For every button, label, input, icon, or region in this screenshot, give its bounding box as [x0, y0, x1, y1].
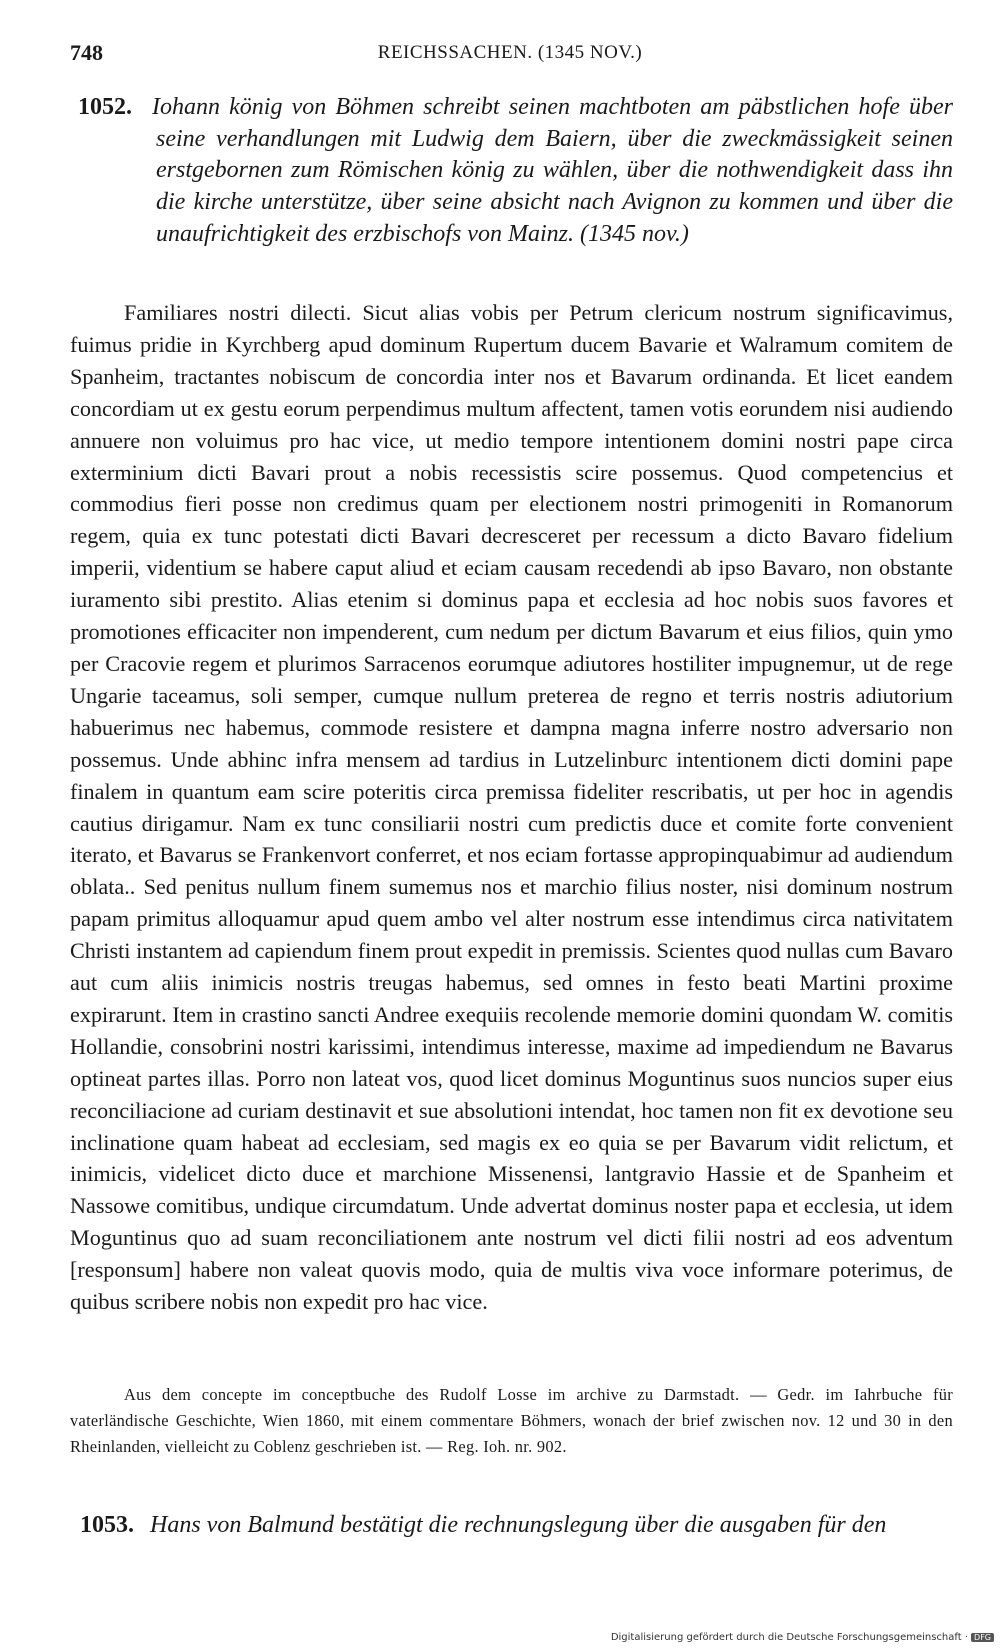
digitization-credit [611, 1632, 994, 1643]
entry-1053 [80, 1512, 960, 1539]
entry-summary: Iohann könig von Böhmen schreibt seinen machtboten am päbstlichen hofe über seine verhandlungen mit Ludwig dem Baiern, über die zweckmässigkeit seinen erstgebornen zum Römischen könig zu wählen, über die nothwendigkeit dass ihn die kirche unterstütze, über seine absicht nach Avignon zu kommen und über die unaufrichtigkeit des erzbischofs von Mainz. (1345 nov.) [152, 94, 953, 247]
letter-text: Familiares nostri dilecti. Sicut alias vobis per Petrum clericum nostrum significavimus, fuimus pridie in Kyrchberg apud dominum Rupertum ducem Bavarie et Walramum comitem de Spanheim, tractantes nobiscum de concordia inter nos et Bavarum ordinanda. Et licet eandem concordiam ut ex gestu eorum perpendimus multum affectent, tamen votis eorundem nisi audiendo annuere non voluimus pro hac vice, ut medio tempore intentionem domini nostri pape circa exterminium dicti Bavari prout a nobis recessistis scire possemus. Quod competencius et commodius fieri posse non credimus quam per electionem nostri primogeniti in Romanorum regem, quia ex tunc potestati dicti Bavari decresceret per recessum a dicto Bavaro fidelium imperii, videntium se habere caput aliud et eciam causam recedendi ab ipso Bavaro, non obstante iuramento sibi prestito. Alias etenim si dominus papa et ecclesia ad hoc nobis suos favores et promotiones efficaciter non impenderent, cum nedum per dictum Bavarum et eius filios, quin ymo per Cracovie regem et plurimos Sarracenos eorumque adiutores hostiliter impugnemur, ut de rege Ungarie taceamus, soli semper, cumque nullum preterea de regno et terris nostris adiutorium habuerimus nec habemus, commode resistere et dampna magna inferre nostro adversario non possemus. Unde abhinc infra mensem ad tardius in Lutzelinburc intentionem dicti domini pape finalem in quantum eam scire poteritis circa premissa fideliter rescribatis, ut per hoc in agendis cautius dirigamur. Nam ex tunc consiliarii nostri cum predictis duce et comite forte convenient iterato, et Bavarus se Frankenvort conferret, et nos eciam fortasse appropinquabimur ad audiendum oblata.. Sed penitus nullum finem sumemus nos et marchio filius noster, nisi dominum nostrum papam primitus alloquamur apud quem ambo vel alter nostrum esse intendimus circa nativitatem Christi instantem ad capiendum finem prout expedit in premissis. Scientes quod nullas cum Bavaro aut cum aliis inimicis nostris treugas habemus, sed omnes in festo beati Martini proxime expirarunt. Item in crastino sancti Andree exequiis recolende memorie domini quondam W. comitis Hollandie, consobrini nostri karissimi, intendimus interesse, maxime ad impediendum ne Bavarus optineat partes illas. Porro non lateat vos, quod licet dominus Moguntinus suos nuncios super eius reconciliacione ad curiam destinavit et sue absolutioni intendat, hoc tamen non fit ex devotione seu inclinatione quam habeat ad ecclesiam, sed magis ex eo quia se per Bavarum vidit relictum, et inimicis, videlicet dicto duce et marchione Missenensi, lantgravio Hassie et de Spanheim et Nassowe comitibus, undique circumdatum. Unde advertat dominus noster papa et ecclesia, ut idem Moguntinus quo ad suam reconciliationem ante nostrum vel dicti filii nostri ad eos adventum [responsum] habere non valeat quovis modo, quia de multis viva voce informare poterimus, de quibus scribere nobis non expedit pro hac vice. [70, 300, 953, 1315]
running-title: REICHSSACHEN. (1345 NOV.) [377, 42, 643, 63]
entry-summary: Hans von Balmund bestätigt die rechnungslegung über die ausgaben für den [150, 1512, 887, 1538]
credit-text: Digitalisierung gefördert durch die Deutsche Forschungsgemeinschaft · [610, 1632, 969, 1643]
page-number: 748 [70, 40, 103, 65]
page-header [70, 40, 950, 80]
entry-number: 1052. [78, 94, 132, 120]
entry-heading [78, 92, 953, 251]
source-note: Aus dem concepte im conceptbuche des Rudolf Losse im archive zu Darmstadt. — Gedr. im Iahrbuche für vaterländische Geschichte, Wien 1860, mit einem commentare Böhmers, wonach der brief zwischen nov. 12 und 30 in den Rheinlanden, vielleicht zu Coblenz geschrieben ist. — Reg. Ioh. nr. 902. [70, 1385, 953, 1456]
entry-number: 1053. [80, 1512, 134, 1538]
entry-1052 [78, 92, 953, 251]
dfg-logo: DFG [971, 1633, 994, 1642]
